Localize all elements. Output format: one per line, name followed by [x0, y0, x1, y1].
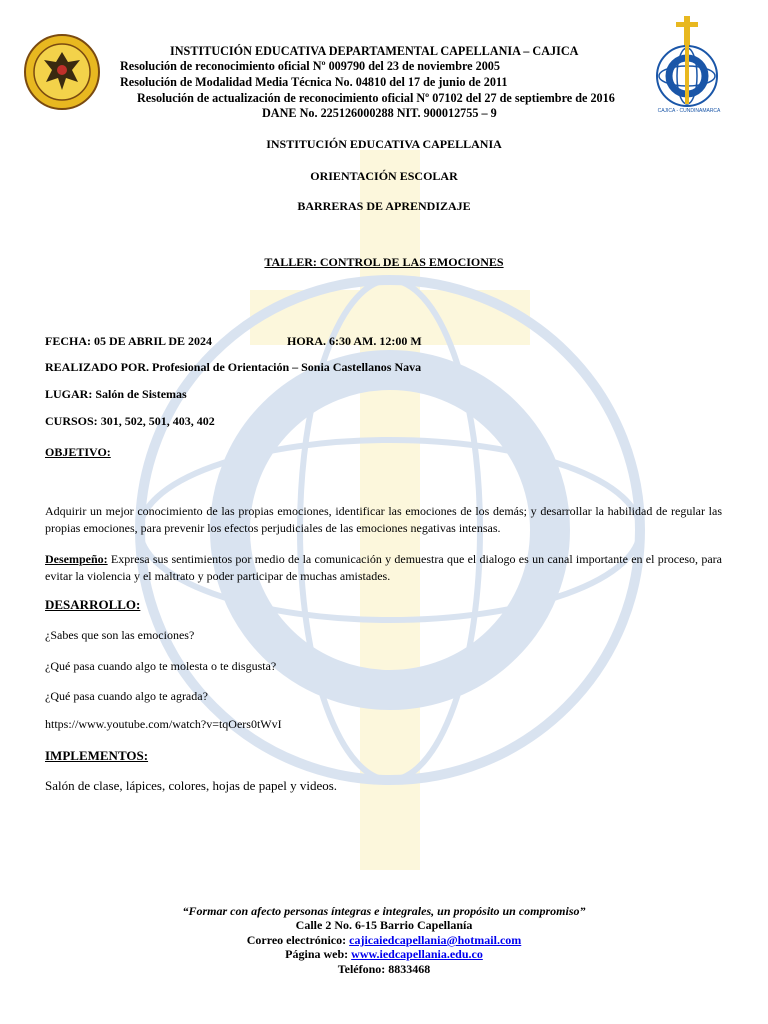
- performance-text: Expresa sus sentimientos por medio de la comunicación y demuestra que el dialogo es un canal importante en el proceso, para evitar la violencia y el maltrato y poder participar de muchas amistades.: [45, 552, 722, 583]
- info-author-row: [45, 360, 421, 375]
- header-institution-name: INSTITUCIÓN EDUCATIVA DEPARTAMENTAL CAPELLANIA – CAJICA: [170, 44, 579, 58]
- development-question-1: ¿Sabes que son las emociones?: [45, 628, 195, 642]
- objective-text: Adquirir un mejor conocimiento de las propias emociones, identificar las emociones de los demás; y desarrollar la habilidad de regular las propias emociones, para prevenir los efectos perjudiciales de las emociones negativas intensas.: [45, 504, 722, 535]
- header-resolution-2: Resolución de Modalidad Media Técnica No. 04810 del 17 de junio de 2011: [120, 75, 508, 89]
- info-place-row: [45, 387, 187, 402]
- development-video-url[interactable]: https://www.youtube.com/watch?v=tqOers0tWvI: [45, 717, 282, 731]
- info-time: HORA. 6:30 AM. 12:00 M: [287, 334, 422, 348]
- title-workshop: TALLER: CONTROL DE LAS EMOCIONES: [264, 255, 504, 269]
- footer-email-link[interactable]: cajicaiedcapellania@hotmail.com: [349, 933, 522, 947]
- info-author: Profesional de Orientación – Sonia Castellanos Nava: [152, 360, 422, 374]
- title-topic: BARRERAS DE APRENDIZAJE: [297, 199, 471, 213]
- footer-email-label: Correo electrónico:: [246, 933, 350, 947]
- info-courses-label: CURSOS:: [45, 414, 101, 428]
- footer-web-link[interactable]: www.iedcapellania.edu.co: [351, 947, 483, 961]
- ied-capellania-logo-icon: [652, 14, 722, 122]
- footer-address: Calle 2 No. 6-15 Barrio Capellanía: [295, 918, 473, 932]
- footer-web-label: Página web:: [285, 947, 352, 961]
- title-institution: INSTITUCIÓN EDUCATIVA CAPELLANIA: [266, 137, 502, 151]
- header-resolution-1: Resolución de reconocimiento oficial Nº 009790 del 23 de noviembre 2005: [120, 59, 500, 73]
- development-question-3: ¿Qué pasa cuando algo te agrada?: [45, 689, 208, 703]
- objective-heading: OBJETIVO:: [45, 445, 111, 459]
- footer-phone: Teléfono: 8833468: [337, 962, 431, 976]
- implements-text: Salón de clase, lápices, colores, hojas de papel y videos.: [45, 778, 338, 793]
- title-area: ORIENTACIÓN ESCOLAR: [310, 169, 458, 183]
- school-crest-logo-icon: [24, 34, 100, 110]
- implements-heading: IMPLEMENTOS:: [45, 748, 149, 763]
- footer-motto: “Formar con afecto personas íntegras e integrales, un propósito un compromiso”: [182, 904, 586, 918]
- header-resolution-3: Resolución de actualización de reconocimiento oficial Nº 07102 del 27 de septiembre de 2016: [137, 91, 615, 105]
- performance-label: Desempeño:: [45, 552, 108, 566]
- header-dane-nit: DANE No. 225126000288 NIT. 900012755 – 9: [262, 106, 497, 120]
- performance-paragraph: [45, 551, 722, 585]
- footer-web-row: [0, 947, 768, 962]
- info-courses-row: [45, 414, 215, 429]
- development-question-2: ¿Qué pasa cuando algo te molesta o te disgusta?: [45, 659, 277, 673]
- right-logo-caption: CAJICA - CUNDINAMARCA: [657, 108, 721, 114]
- info-author-label: REALIZADO POR.: [45, 360, 153, 374]
- info-date: FECHA: 05 DE ABRIL DE 2024: [45, 334, 213, 348]
- footer-email-row: [0, 933, 768, 948]
- info-place: Salón de Sistemas: [95, 387, 187, 401]
- info-courses: 301, 502, 501, 403, 402: [100, 414, 215, 428]
- development-heading: DESARROLLO:: [45, 597, 141, 612]
- info-place-label: LUGAR:: [45, 387, 96, 401]
